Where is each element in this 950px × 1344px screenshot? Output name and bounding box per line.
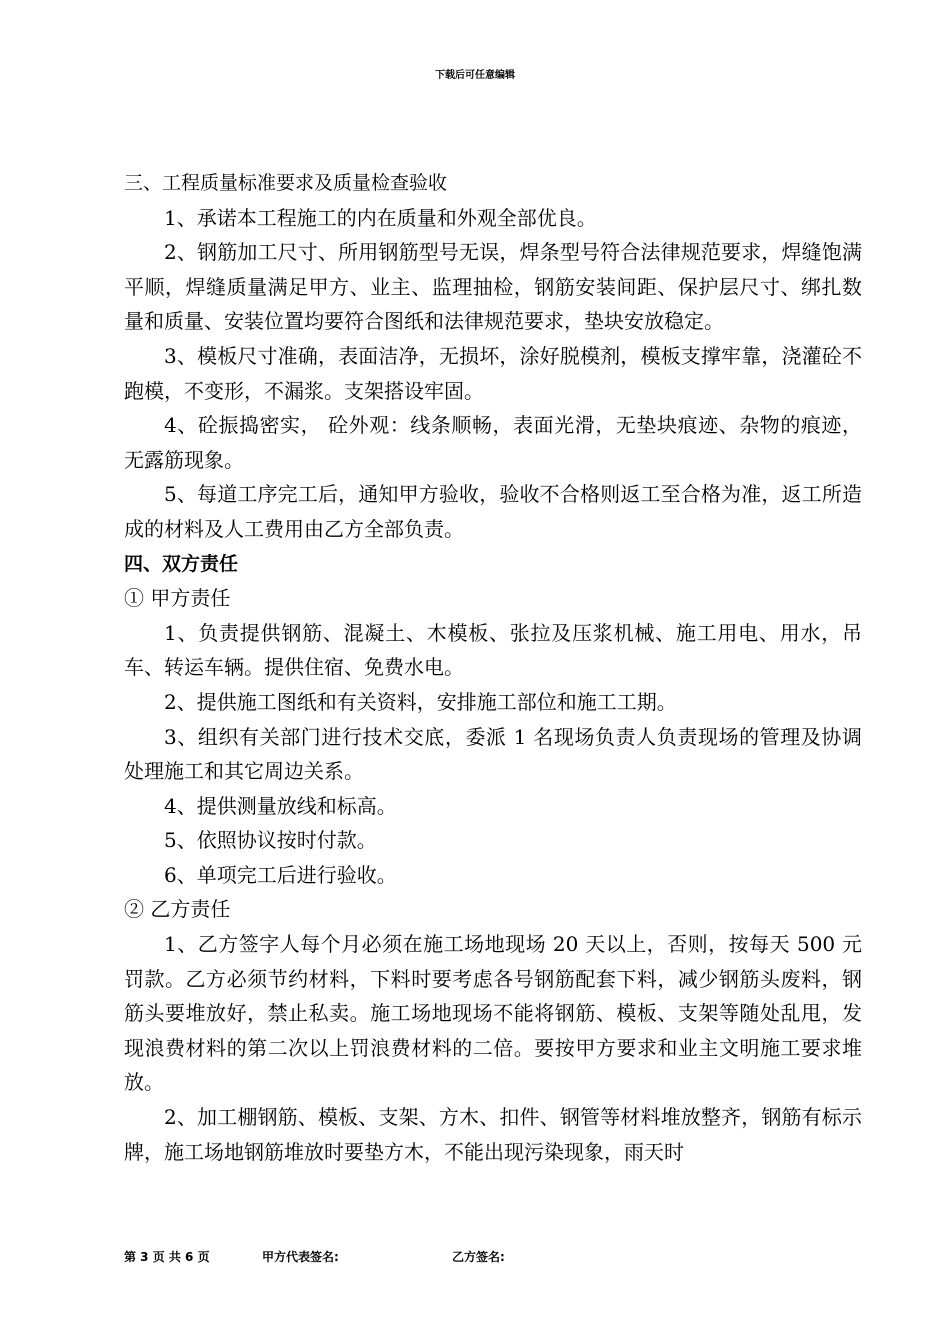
section-3-heading: 三、工程质量标准要求及质量检查验收: [124, 172, 448, 194]
party-a-item-5: 5、依照协议按时付款。: [164, 828, 377, 853]
section-3-item-3: 3、模板尺寸准确，表面洁净，无损坏，涂好脱模剂，模板支撑牢靠，浇灌砼不跑模，不变形，不漏浆。支架搭设牢固。: [124, 343, 862, 403]
party-a-item-3: 3、组织有关部门进行技术交底，委派 1 名现场负责人负责现场的管理及协调处理施工和其它周边关系。: [124, 724, 862, 784]
party-a-heading: ① 甲方责任: [124, 586, 231, 611]
party-a-item-1: 1、负责提供钢筋、混凝土、木模板、张拉及压浆机械、施工用电、用水，吊车、转运车辆。提供住宿、免费水电。: [124, 620, 862, 680]
party-a-signature-label: 甲方代表签名:: [262, 1250, 339, 1264]
section-4-heading: 四、双方责任: [124, 552, 239, 575]
party-b-item-1: 1、乙方签字人每个月必须在施工场地现场 20 天以上，否则，按每天 500 元罚款。乙方必须节约材料，下料时要考虑各号钢筋配套下料，减少钢筋头废料，钢筋头要堆放好，禁止私卖。施工场地现场不能将钢筋、模板、支架等随处乱甩，发现浪费材料的第二次以上罚浪费材料的二倍。要按甲方要求和业主文明施工要求堆放。: [124, 932, 862, 1095]
party-b-signature-label: 乙方签名:: [452, 1250, 505, 1264]
party-b-heading: ② 乙方责任: [124, 897, 231, 922]
section-3-item-5: 5、每道工序完工后，通知甲方验收，验收不合格则返工至合格为准，返工所造成的材料及人工费用由乙方全部负责。: [124, 482, 862, 541]
section-3-item-1: 1、承诺本工程施工的内在质量和外观全部优良。: [164, 205, 597, 230]
party-a-item-2: 2、提供施工图纸和有关资料，安排施工部位和施工工期。: [164, 689, 677, 714]
party-a-item-6: 6、单项完工后进行验收。: [164, 862, 397, 887]
section-3-item-4: 4、砼振捣密实， 砼外观：线条顺畅，表面光滑，无垫块痕迹、杂物的痕迹，无露筋现象。: [124, 413, 862, 472]
section-3-item-2: 2、钢筋加工尺寸、所用钢筋型号无误，焊条型号符合法律规范要求，焊缝饱满平顺，焊缝质量满足甲方、业主、监理抽检，钢筋安装间距、保护层尺寸、绑扎数量和质量、安装位置均要符合图纸和法律规范要求，垫块安放稳定。: [124, 240, 862, 334]
document-body: [124, 166, 862, 1169]
page-number: 第 3 页 共 6 页: [124, 1250, 210, 1264]
header-note: 下载后可任意编辑: [435, 70, 515, 81]
party-a-item-4: 4、提供测量放线和标高。: [164, 793, 397, 818]
party-b-item-2: 2、加工棚钢筋、模板、支架、方木、扣件、钢管等材料堆放整齐，钢筋有标示牌，施工场地钢筋堆放时要垫方木，不能出现污染现象，雨天时: [124, 1105, 862, 1164]
